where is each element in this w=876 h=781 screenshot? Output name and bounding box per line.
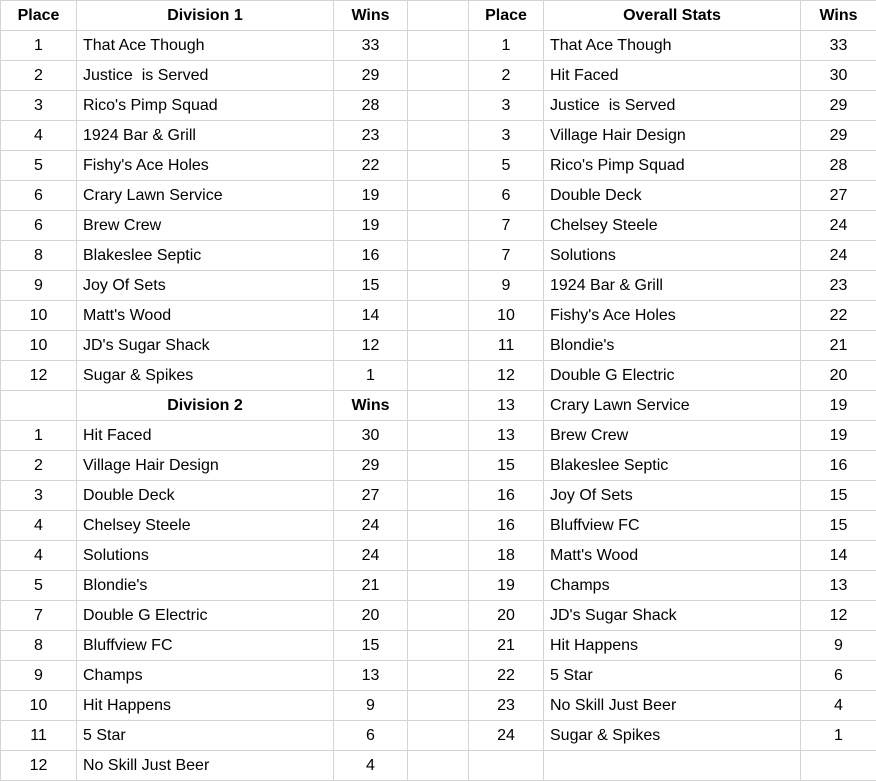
sheet-row — [1, 271, 876, 301]
sheet-row — [1, 421, 876, 451]
team-cell[interactable]: Hit Happens — [544, 631, 801, 661]
wins-cell[interactable]: 15 — [334, 271, 408, 301]
team-cell[interactable]: 5 Star — [77, 721, 334, 751]
wins-cell[interactable]: 1 — [334, 361, 408, 391]
wins-cell[interactable]: 13 — [334, 661, 408, 691]
sheet-row — [1, 481, 876, 511]
wins-cell[interactable]: 22 — [334, 151, 408, 181]
place-cell[interactable]: 7 — [469, 211, 544, 241]
team-cell[interactable]: Bluffview FC — [77, 631, 334, 661]
empty-cell[interactable] — [408, 91, 469, 121]
place-cell[interactable]: 18 — [469, 541, 544, 571]
wins-header[interactable]: Wins — [801, 1, 876, 31]
sheet-row — [1, 391, 876, 421]
team-cell[interactable]: Blondie's — [544, 331, 801, 361]
place-cell[interactable]: 8 — [1, 241, 77, 271]
sheet-row — [1, 61, 876, 91]
wins-header[interactable]: Wins — [334, 391, 408, 421]
empty-cell[interactable] — [408, 391, 469, 421]
empty-cell[interactable] — [408, 331, 469, 361]
sheet-row — [1, 91, 876, 121]
wins-cell[interactable]: 33 — [334, 31, 408, 61]
sheet-row — [1, 211, 876, 241]
place-header[interactable]: Place — [469, 1, 544, 31]
team-cell[interactable]: Sugar & Spikes — [544, 721, 801, 751]
empty-cell[interactable] — [408, 421, 469, 451]
team-cell[interactable]: JD's Sugar Shack — [77, 331, 334, 361]
team-cell[interactable]: Champs — [77, 661, 334, 691]
team-cell[interactable]: Blakeslee Septic — [544, 451, 801, 481]
overall-stats-header[interactable]: Overall Stats — [544, 1, 801, 31]
team-cell[interactable]: Chelsey Steele — [544, 211, 801, 241]
wins-cell[interactable]: 19 — [334, 181, 408, 211]
wins-cell[interactable]: 14 — [334, 301, 408, 331]
team-cell[interactable]: Rico's Pimp Squad — [544, 151, 801, 181]
place-cell[interactable]: 7 — [469, 241, 544, 271]
place-cell[interactable]: 8 — [1, 631, 77, 661]
place-cell[interactable]: 10 — [1, 301, 77, 331]
empty-cell[interactable] — [408, 451, 469, 481]
empty-cell[interactable] — [408, 481, 469, 511]
empty-cell[interactable] — [408, 271, 469, 301]
wins-cell[interactable]: 15 — [334, 631, 408, 661]
team-cell[interactable]: Double Deck — [544, 181, 801, 211]
wins-cell[interactable]: 29 — [334, 451, 408, 481]
wins-cell[interactable]: 6 — [334, 721, 408, 751]
empty-cell[interactable] — [408, 121, 469, 151]
wins-cell[interactable]: 15 — [801, 481, 876, 511]
sheet-row — [1, 541, 876, 571]
team-cell[interactable]: Village Hair Design — [544, 121, 801, 151]
empty-cell[interactable] — [408, 601, 469, 631]
wins-cell[interactable]: 29 — [334, 61, 408, 91]
sheet-row — [1, 331, 876, 361]
empty-cell[interactable] — [544, 751, 801, 781]
team-cell[interactable]: Blakeslee Septic — [77, 241, 334, 271]
team-cell[interactable]: Justice is Served — [544, 91, 801, 121]
place-cell[interactable]: 9 — [469, 271, 544, 301]
empty-cell[interactable] — [408, 511, 469, 541]
wins-cell[interactable]: 13 — [801, 571, 876, 601]
team-cell[interactable]: JD's Sugar Shack — [544, 601, 801, 631]
team-cell[interactable]: Solutions — [77, 541, 334, 571]
team-cell[interactable]: Fishy's Ace Holes — [544, 301, 801, 331]
place-cell[interactable]: 9 — [1, 661, 77, 691]
place-cell[interactable]: 7 — [1, 601, 77, 631]
place-cell[interactable]: 6 — [1, 211, 77, 241]
team-cell[interactable]: Hit Happens — [77, 691, 334, 721]
team-cell[interactable]: 5 Star — [544, 661, 801, 691]
empty-cell[interactable] — [408, 31, 469, 61]
team-cell[interactable]: Double G Electric — [544, 361, 801, 391]
team-cell[interactable]: No Skill Just Beer — [544, 691, 801, 721]
sheet-row — [1, 301, 876, 331]
wins-cell[interactable]: 1 — [801, 721, 876, 751]
wins-cell[interactable]: 27 — [334, 481, 408, 511]
wins-cell[interactable]: 24 — [334, 511, 408, 541]
place-cell[interactable]: 6 — [1, 181, 77, 211]
sheet-row — [1, 691, 876, 721]
team-cell[interactable]: Matt's Wood — [544, 541, 801, 571]
place-cell[interactable]: 4 — [1, 541, 77, 571]
team-cell[interactable]: Rico's Pimp Squad — [77, 91, 334, 121]
place-cell[interactable]: 3 — [1, 481, 77, 511]
place-header[interactable]: Place — [1, 1, 77, 31]
wins-cell[interactable]: 27 — [801, 181, 876, 211]
division-1-header[interactable]: Division 1 — [77, 1, 334, 31]
empty-cell[interactable] — [408, 61, 469, 91]
empty-cell[interactable] — [469, 751, 544, 781]
wins-header[interactable]: Wins — [334, 1, 408, 31]
empty-cell[interactable] — [408, 691, 469, 721]
empty-cell[interactable] — [408, 721, 469, 751]
empty-cell[interactable] — [408, 151, 469, 181]
place-cell[interactable]: 19 — [469, 571, 544, 601]
wins-cell[interactable]: 30 — [801, 61, 876, 91]
sheet-row — [1, 661, 876, 691]
place-cell[interactable]: 4 — [1, 121, 77, 151]
wins-cell[interactable]: 20 — [801, 361, 876, 391]
team-cell[interactable]: 1924 Bar & Grill — [77, 121, 334, 151]
wins-cell[interactable]: 33 — [801, 31, 876, 61]
place-cell[interactable]: 12 — [1, 751, 77, 781]
team-cell[interactable]: Hit Faced — [77, 421, 334, 451]
wins-cell[interactable]: 23 — [334, 121, 408, 151]
place-cell[interactable]: 4 — [1, 511, 77, 541]
place-cell[interactable]: 20 — [469, 601, 544, 631]
wins-cell[interactable]: 28 — [801, 151, 876, 181]
place-cell[interactable]: 21 — [469, 631, 544, 661]
place-cell[interactable]: 11 — [1, 721, 77, 751]
empty-cell[interactable] — [408, 181, 469, 211]
wins-cell[interactable]: 4 — [334, 751, 408, 781]
empty-cell[interactable] — [1, 391, 77, 421]
empty-cell[interactable] — [408, 1, 469, 31]
team-cell[interactable]: Justice is Served — [77, 61, 334, 91]
place-cell[interactable]: 2 — [1, 451, 77, 481]
wins-cell[interactable]: 30 — [334, 421, 408, 451]
team-cell[interactable]: Matt's Wood — [77, 301, 334, 331]
wins-cell[interactable]: 12 — [334, 331, 408, 361]
team-cell[interactable]: Sugar & Spikes — [77, 361, 334, 391]
empty-cell[interactable] — [408, 571, 469, 601]
place-cell[interactable]: 2 — [1, 61, 77, 91]
team-cell[interactable]: Double Deck — [77, 481, 334, 511]
empty-cell[interactable] — [408, 301, 469, 331]
place-cell[interactable]: 15 — [469, 451, 544, 481]
empty-cell[interactable] — [408, 661, 469, 691]
sheet-row — [1, 241, 876, 271]
team-cell[interactable]: No Skill Just Beer — [77, 751, 334, 781]
team-cell[interactable]: Brew Crew — [77, 211, 334, 241]
team-cell[interactable]: Bluffview FC — [544, 511, 801, 541]
place-cell[interactable]: 3 — [469, 121, 544, 151]
place-cell[interactable]: 3 — [469, 91, 544, 121]
place-cell[interactable]: 12 — [469, 361, 544, 391]
place-cell[interactable]: 3 — [1, 91, 77, 121]
empty-cell[interactable] — [408, 541, 469, 571]
team-cell[interactable]: Champs — [544, 571, 801, 601]
place-cell[interactable]: 10 — [1, 691, 77, 721]
sheet-row — [1, 361, 876, 391]
place-cell[interactable]: 12 — [1, 361, 77, 391]
wins-cell[interactable]: 12 — [801, 601, 876, 631]
wins-cell[interactable]: 21 — [801, 331, 876, 361]
place-cell[interactable]: 23 — [469, 691, 544, 721]
empty-cell[interactable] — [408, 241, 469, 271]
team-cell[interactable]: Solutions — [544, 241, 801, 271]
sheet-row — [1, 31, 876, 61]
team-cell[interactable]: Brew Crew — [544, 421, 801, 451]
team-cell[interactable]: Blondie's — [77, 571, 334, 601]
team-cell[interactable]: Village Hair Design — [77, 451, 334, 481]
sheet-row — [1, 121, 876, 151]
sheet-row — [1, 181, 876, 211]
team-cell[interactable]: That Ace Though — [77, 31, 334, 61]
place-cell[interactable]: 5 — [469, 151, 544, 181]
place-cell[interactable]: 1 — [469, 31, 544, 61]
wins-cell[interactable]: 6 — [801, 661, 876, 691]
place-cell[interactable]: 16 — [469, 511, 544, 541]
place-cell[interactable]: 1 — [1, 421, 77, 451]
place-cell[interactable]: 22 — [469, 661, 544, 691]
place-cell[interactable]: 10 — [1, 331, 77, 361]
wins-cell[interactable]: 24 — [334, 541, 408, 571]
wins-cell[interactable]: 16 — [334, 241, 408, 271]
wins-cell[interactable]: 9 — [801, 631, 876, 661]
place-cell[interactable]: 1 — [1, 31, 77, 61]
sheet-row — [1, 751, 876, 781]
wins-cell[interactable]: 29 — [801, 91, 876, 121]
team-cell[interactable]: Joy Of Sets — [77, 271, 334, 301]
wins-cell[interactable]: 24 — [801, 211, 876, 241]
empty-cell[interactable] — [408, 631, 469, 661]
wins-cell[interactable]: 19 — [801, 421, 876, 451]
place-cell[interactable]: 13 — [469, 421, 544, 451]
wins-cell[interactable]: 21 — [334, 571, 408, 601]
wins-cell[interactable]: 4 — [801, 691, 876, 721]
place-cell[interactable]: 13 — [469, 391, 544, 421]
place-cell[interactable]: 2 — [469, 61, 544, 91]
empty-cell[interactable] — [408, 361, 469, 391]
wins-cell[interactable]: 20 — [334, 601, 408, 631]
place-cell[interactable]: 5 — [1, 571, 77, 601]
team-cell[interactable]: Chelsey Steele — [77, 511, 334, 541]
empty-cell[interactable] — [801, 751, 876, 781]
place-cell[interactable]: 5 — [1, 151, 77, 181]
sheet-row — [1, 511, 876, 541]
wins-cell[interactable]: 29 — [801, 121, 876, 151]
team-cell[interactable]: Fishy's Ace Holes — [77, 151, 334, 181]
team-cell[interactable]: Hit Faced — [544, 61, 801, 91]
sheet-row — [1, 1, 876, 31]
sheet-body — [1, 1, 876, 781]
wins-cell[interactable]: 28 — [334, 91, 408, 121]
wins-cell[interactable]: 14 — [801, 541, 876, 571]
sheet-row — [1, 721, 876, 751]
sheet-row — [1, 151, 876, 181]
wins-cell[interactable]: 19 — [801, 391, 876, 421]
wins-cell[interactable]: 24 — [801, 241, 876, 271]
sheet-row — [1, 631, 876, 661]
place-cell[interactable]: 11 — [469, 331, 544, 361]
team-cell[interactable]: Crary Lawn Service — [77, 181, 334, 211]
place-cell[interactable]: 24 — [469, 721, 544, 751]
empty-cell[interactable] — [408, 211, 469, 241]
wins-cell[interactable]: 19 — [334, 211, 408, 241]
wins-cell[interactable]: 22 — [801, 301, 876, 331]
division-2-header[interactable]: Division 2 — [77, 391, 334, 421]
wins-cell[interactable]: 16 — [801, 451, 876, 481]
team-cell[interactable]: 1924 Bar & Grill — [544, 271, 801, 301]
sheet-row — [1, 451, 876, 481]
place-cell[interactable]: 9 — [1, 271, 77, 301]
team-cell[interactable]: Crary Lawn Service — [544, 391, 801, 421]
place-cell[interactable]: 16 — [469, 481, 544, 511]
wins-cell[interactable]: 9 — [334, 691, 408, 721]
sheet-row — [1, 571, 876, 601]
place-cell[interactable]: 6 — [469, 181, 544, 211]
empty-cell[interactable] — [408, 751, 469, 781]
wins-cell[interactable]: 23 — [801, 271, 876, 301]
place-cell[interactable]: 10 — [469, 301, 544, 331]
team-cell[interactable]: That Ace Though — [544, 31, 801, 61]
wins-cell[interactable]: 15 — [801, 511, 876, 541]
sheet-row — [1, 601, 876, 631]
team-cell[interactable]: Joy Of Sets — [544, 481, 801, 511]
team-cell[interactable]: Double G Electric — [77, 601, 334, 631]
